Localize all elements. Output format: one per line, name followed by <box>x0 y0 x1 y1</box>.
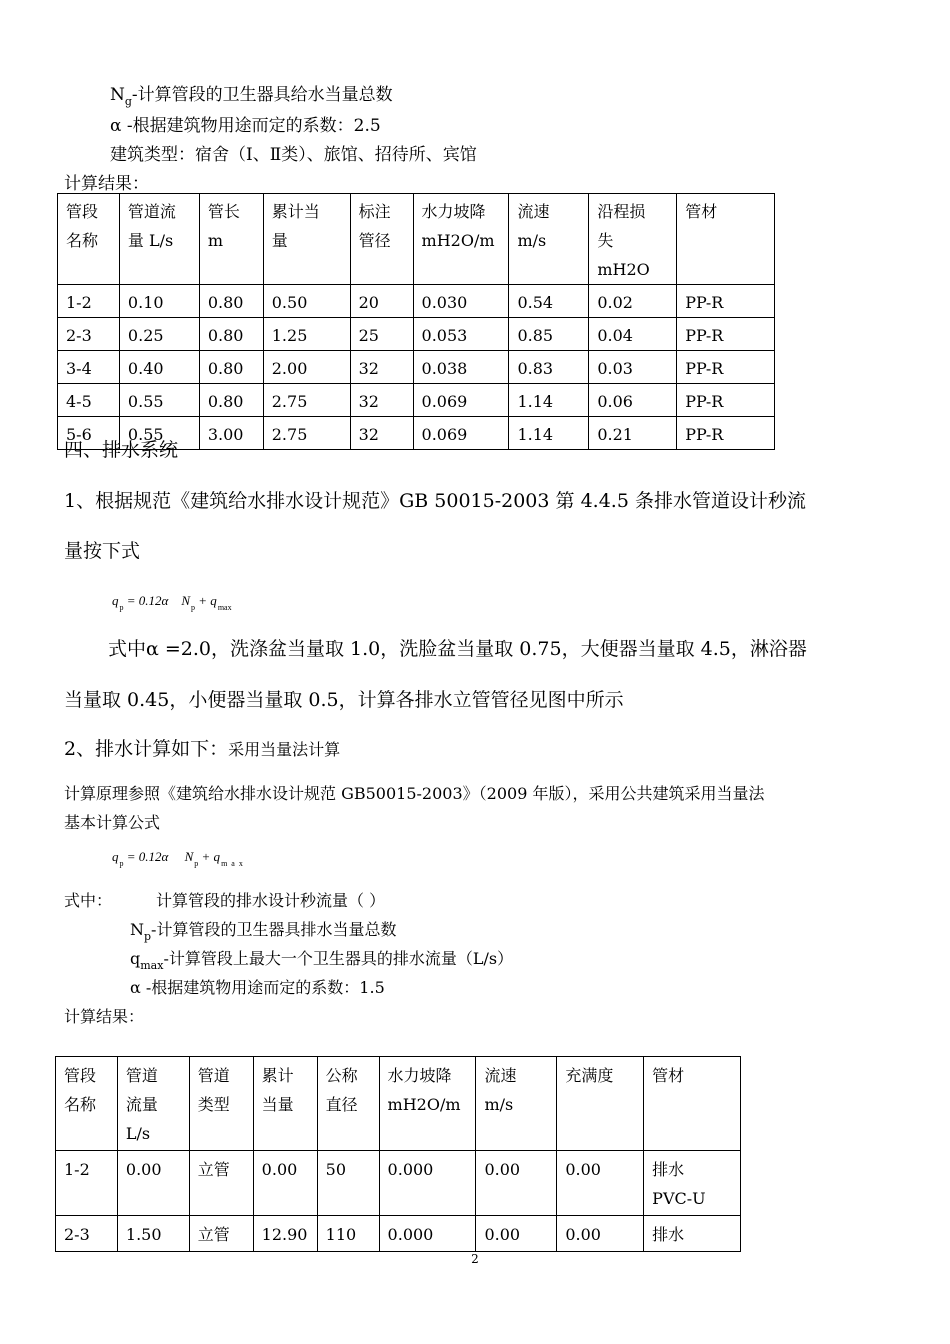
drain-table-header-cell <box>379 1057 476 1151</box>
table-row <box>56 1151 741 1216</box>
drainage-formula-2: $q_p = 0.12\alpha$ $N_p + q_{m a x}$ <box>112 849 244 868</box>
principle-line1: 计算原理参照《建筑给水排水设计规范 GB50015-2003》（2009 年版），采用公共建筑采用当量法 <box>64 784 765 803</box>
supply-table-header-text: 水力坡降 <box>421 202 486 221</box>
drain-table-header-text: 直径 <box>325 1095 358 1114</box>
supply-table-header-cell <box>509 194 589 285</box>
drain-table-header-text: 类型 <box>197 1095 230 1114</box>
drainage-para2-line1: 式中α =2.0，洗涤盆当量取 1.0，洗脸盆当量取 0.75，大便器当量取 4.5，淋浴器 <box>108 638 807 660</box>
supply-table-cell: 1.25 <box>263 318 350 351</box>
drain-table-header-text: 流量 <box>125 1095 158 1114</box>
section-title-drainage: 四、排水系统 <box>64 439 179 461</box>
drain-table-cell: 立管 <box>189 1151 253 1216</box>
supply-table-header-cell <box>677 194 775 285</box>
drain-table-cell: 0.00 <box>117 1151 189 1216</box>
drain-table-header-text: m/s <box>484 1095 514 1114</box>
table-row <box>58 318 775 351</box>
supply-table-cell: PP-R <box>677 318 775 351</box>
supply-table-header-text: m/s <box>517 231 547 250</box>
supply-table-cell: 20 <box>350 285 413 318</box>
supply-table-header-text: 沿程损 <box>597 202 646 221</box>
supply-table-header-cell <box>58 194 120 285</box>
drain-table-header-text: 累计 <box>261 1066 294 1085</box>
drain-table-cell: 立管 <box>189 1216 253 1252</box>
supply-table-header-text: mH2O <box>597 260 650 279</box>
drain-table-header-cell <box>644 1057 741 1151</box>
supply-table-cell: 0.02 <box>589 285 677 318</box>
drain-table-cell: 0.00 <box>253 1151 317 1216</box>
supply-table-cell: 0.80 <box>199 318 263 351</box>
supply-table-header-cell <box>589 194 677 285</box>
where-text: 计算管段的排水设计秒流量（ ） <box>156 891 386 910</box>
np-definition: $N_p-$计算管段的卫生器具排水当量总数 <box>130 920 397 943</box>
drain-table-header-text: 管道 <box>125 1066 158 1085</box>
supply-table-header-text: 量 L/s <box>127 231 174 250</box>
supply-table-header-text: 标注 <box>358 202 391 221</box>
supply-table-cell: 0.50 <box>263 285 350 318</box>
drain-calc-table <box>55 1056 741 1252</box>
supply-table-cell: 3.00 <box>199 417 263 450</box>
supply-table-cell: 5-6 <box>58 417 120 450</box>
supply-table-cell: 2.75 <box>263 417 350 450</box>
supply-table-cell: 0.83 <box>509 351 589 384</box>
supply-table-cell: 25 <box>350 318 413 351</box>
supply-table-cell: PP-R <box>677 417 775 450</box>
drain-table-header-text: 名称 <box>64 1095 97 1114</box>
table-row <box>58 351 775 384</box>
ng-symbol: N <box>110 85 125 105</box>
drain-table-header-text: mH2O/m <box>387 1095 461 1114</box>
supply-table-cell: 0.55 <box>119 417 199 450</box>
supply-table-cell: 0.030 <box>413 285 509 318</box>
drain-table-header-text: 管段 <box>64 1066 97 1085</box>
drainage-para2-line2: 当量取 0.45，小便器当量取 0.5，计算各排水立管管径见图中所示 <box>64 689 624 711</box>
drain-table-cell: 1-2 <box>56 1151 118 1216</box>
supply-table-cell: 0.80 <box>199 384 263 417</box>
qmax-definition: $q_{max}-$计算管段上最大一个卫生器具的排水流量（L/s） <box>130 949 514 972</box>
supply-table-cell: 0.069 <box>413 384 509 417</box>
drain-table-header-cell <box>317 1057 379 1151</box>
page-number: 2 <box>471 1252 479 1266</box>
para3-small: 采用当量法计算 <box>228 740 341 759</box>
drain-table-header-cell <box>253 1057 317 1151</box>
result-label-drain: 计算结果： <box>64 1007 145 1026</box>
supply-table-cell: 0.21 <box>589 417 677 450</box>
drain-table-cell: 0.000 <box>379 1216 476 1252</box>
building-types: 建筑类型：宿舍（Ⅰ、Ⅱ类）、旅馆、招待所、宾馆 <box>110 145 477 165</box>
supply-table-header-text: 管径 <box>358 231 391 250</box>
ng-text: -计算管段的卫生器具给水当量总数 <box>131 85 393 105</box>
supply-table-cell: 0.04 <box>589 318 677 351</box>
drain-table-header-text: 当量 <box>261 1095 294 1114</box>
drain-table-cell: 1.50 <box>117 1216 189 1252</box>
supply-table-header-text: 累计当 <box>271 202 320 221</box>
drain-table-cell: 110 <box>317 1216 379 1252</box>
supply-table-header-text: 量 <box>271 231 288 250</box>
drain-table-header-text: 管道 <box>197 1066 230 1085</box>
supply-table-cell: 0.80 <box>199 285 263 318</box>
supply-table-cell: 0.80 <box>199 351 263 384</box>
drain-table-cell: 排水 PVC-U <box>644 1151 741 1216</box>
supply-table-header-text: 管材 <box>685 202 718 221</box>
drain-table-cell: 2-3 <box>56 1216 118 1252</box>
supply-table-cell: 4-5 <box>58 384 120 417</box>
supply-table-header-cell <box>413 194 509 285</box>
supply-table-cell: 0.40 <box>119 351 199 384</box>
alpha-definition-drain: α -根据建筑物用途而定的系数：1.5 <box>130 978 385 997</box>
drainage-formula-1: $q_p = 0.12\alpha$ $N_p + q_{max}$ <box>112 593 232 612</box>
table-row <box>56 1216 741 1252</box>
supply-table-header-text: mH2O/m <box>421 231 495 250</box>
supply-table-cell: 32 <box>350 351 413 384</box>
result-label-supply: 计算结果： <box>64 174 149 194</box>
supply-table-header-text: 名称 <box>66 231 99 250</box>
supply-calc-table <box>57 193 775 450</box>
drain-table-header-cell <box>476 1057 557 1151</box>
supply-table-cell: 0.03 <box>589 351 677 384</box>
supply-table-cell: 2.75 <box>263 384 350 417</box>
supply-table-header-cell <box>263 194 350 285</box>
supply-table-cell: PP-R <box>677 285 775 318</box>
drain-table-cell: 12.90 <box>253 1216 317 1252</box>
ng-definition <box>110 80 393 108</box>
table-row <box>58 285 775 318</box>
supply-table-cell: 0.053 <box>413 318 509 351</box>
supply-table-cell: PP-R <box>677 384 775 417</box>
supply-table-cell: 0.54 <box>509 285 589 318</box>
drain-table-header-text: 充满度 <box>565 1066 614 1085</box>
supply-table-cell: 3-4 <box>58 351 120 384</box>
supply-table-header-text: m <box>207 231 223 250</box>
supply-table-header-text: 流速 <box>517 202 550 221</box>
supply-table-cell: PP-R <box>677 351 775 384</box>
drain-table-header-text: 公称 <box>325 1066 358 1085</box>
drainage-para3 <box>64 734 340 761</box>
alpha-definition-supply: α -根据建筑物用途而定的系数：2.5 <box>110 116 381 136</box>
drain-table-header-text: 管材 <box>652 1066 685 1085</box>
supply-table-cell: 0.069 <box>413 417 509 450</box>
supply-table-cell: 2-3 <box>58 318 120 351</box>
drainage-para1-line1: 1、根据规范《建筑给水排水设计规范》GB 50015-2003 第 4.4.5 条排水管道设计秒流 <box>64 490 806 512</box>
supply-table-header-text: 管段 <box>66 202 99 221</box>
drain-table-header-text: 水力坡降 <box>387 1066 452 1085</box>
supply-table-header-cell <box>350 194 413 285</box>
supply-table-cell: 0.10 <box>119 285 199 318</box>
principle-line2: 基本计算公式 <box>64 813 161 832</box>
supply-table-header-text: 管道流 <box>127 202 176 221</box>
supply-table-cell: 0.06 <box>589 384 677 417</box>
drain-table-cell: 排水 <box>644 1216 741 1252</box>
drain-table-header-cell <box>117 1057 189 1151</box>
supply-table-cell: 1-2 <box>58 285 120 318</box>
supply-table-cell: 0.55 <box>119 384 199 417</box>
supply-table-cell: 1.14 <box>509 384 589 417</box>
supply-table-header-text: 管长 <box>207 202 240 221</box>
drainage-para1-line2: 量按下式 <box>64 540 141 562</box>
where-label: 式中： <box>64 891 113 910</box>
supply-table-cell: 1.14 <box>509 417 589 450</box>
drain-table-cell: 0.00 <box>476 1216 557 1252</box>
supply-table-cell: 32 <box>350 417 413 450</box>
para3-main: 2、排水计算如下： <box>64 738 229 760</box>
drain-table-header-text: 流速 <box>484 1066 517 1085</box>
supply-table-cell: 32 <box>350 384 413 417</box>
ng-subscript: g <box>124 95 132 108</box>
drain-table-cell: 50 <box>317 1151 379 1216</box>
supply-table-header-cell <box>119 194 199 285</box>
supply-table-header-row <box>58 194 775 285</box>
drain-table-cell: 0.00 <box>476 1151 557 1216</box>
drain-table-header-cell <box>56 1057 118 1151</box>
drain-table-header-text: L/s <box>125 1124 151 1143</box>
supply-table-cell: 0.25 <box>119 318 199 351</box>
drain-table-cell: 0.00 <box>557 1151 644 1216</box>
supply-table-header-text: 失 <box>597 231 614 250</box>
drain-table-cell: 0.00 <box>557 1216 644 1252</box>
supply-table-header-cell <box>199 194 263 285</box>
table-row <box>58 384 775 417</box>
drain-table-header-row <box>56 1057 741 1151</box>
drain-table-header-cell <box>189 1057 253 1151</box>
drain-table-header-cell <box>557 1057 644 1151</box>
supply-table-cell: 0.038 <box>413 351 509 384</box>
supply-table-cell: 0.85 <box>509 318 589 351</box>
supply-table-cell: 2.00 <box>263 351 350 384</box>
drain-table-cell: 0.000 <box>379 1151 476 1216</box>
